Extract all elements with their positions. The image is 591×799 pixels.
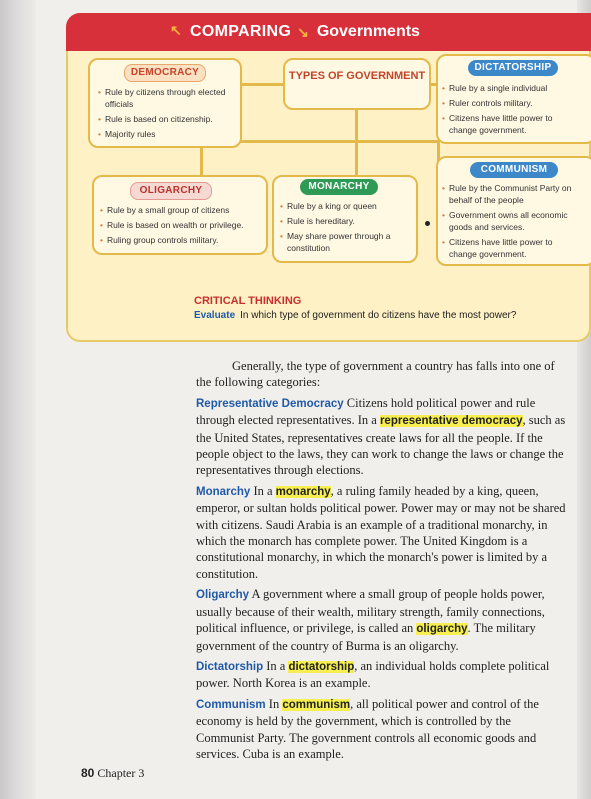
page-number: 80 [81,766,95,780]
highlight-monarchy: monarchy [275,485,331,498]
highlight-representative-democracy: representative democracy [379,415,523,428]
paragraph-text: , a ruling family headed by a king, queen, emperor, or sultan holds political power. Power may or may not be shared with citizens. Saudi Arabia is an example of a traditional monarchy, in which the monarch has complete power. The United Kingdom is a constitutional monarchy, in which the monarch's power is limited by a constitution. [196,483,566,581]
panel-title-comparing: COMPARING [190,23,292,40]
paragraph-text: , all political power and control of the economy is held by the government, which is controlled by the Communist Party. The government controls all economic goods and services. Cuba is an example. [196,696,539,761]
dictatorship-label: DICTATORSHIP [468,60,558,76]
panel-title [190,22,420,42]
paragraph-text: , such as the United States, representatives create laws for all the people. If the people object to the laws, they can work to change the laws or change the representatives through elections. [196,413,566,478]
list-item: • Government owns all economic goods and services. [442,209,576,233]
paragraph-dictatorship [196,658,568,692]
list-item: • Ruling group controls military. [100,234,264,246]
list-item: • Majority rules [98,128,238,140]
panel-title-governments: Governments [316,23,420,40]
list-item: • Ruler controls military. [442,97,576,109]
highlight-oligarchy: oligarchy [416,623,468,636]
term-oligarchy: Oligarchy [196,589,250,602]
list-item: • Citizens have little power to change government. [442,112,576,136]
paragraph-text: In a [250,483,276,498]
paragraph-text: Citizens hold political power and rule through elected representatives. In a [196,395,536,428]
communism-label: COMMUNISM [470,162,558,178]
list-item: • Rule by the Communist Party on behalf of the people [442,182,576,206]
connector-line [240,83,284,86]
term-communism: Communism [196,698,266,711]
monarchy-label: MONARCHY [300,179,378,195]
book-spine [0,0,36,799]
term-representative-democracy: Representative Democracy [196,397,344,410]
intro-text: Generally, the type of government a country has falls into one of the following categories: [196,359,555,390]
term-dictatorship: Dictatorship [196,660,264,673]
monarchy-list [280,200,412,257]
curved-arrow-left-icon: ↖ [170,22,182,38]
list-item: • Rule by a small group of citizens [100,204,264,216]
list-item: • Rule is based on citizenship. [98,113,238,125]
oligarchy-label: OLIGARCHY [130,182,212,200]
highlight-communism: communism [282,698,351,711]
paragraph-representative-democracy [196,395,568,479]
intro-paragraph [196,358,568,391]
highlight-dictatorship: dictatorship [288,660,355,673]
paragraph-communism [196,696,568,763]
paragraph-text: , an individual holds complete political power. North Korea is an example. [196,658,550,691]
types-of-government-label: TYPES OF GOVERNMENT [288,70,426,82]
oligarchy-list [100,204,264,249]
democracy-label: DEMOCRACY [124,64,206,82]
list-item: • Rule is based on wealth or privilege. [100,219,264,231]
list-item: • Rule is hereditary. [280,215,412,227]
communism-list [442,182,576,263]
list-item: • May share power through a constitution [280,230,412,254]
paragraph-text: A government where a small group of people holds power, usually because of their wealth, military strength, family connections, political influence, or privilege, is called an [196,587,545,636]
list-item: • Rule by citizens through elected officials [98,86,238,110]
list-item: • Citizens have little power to change government. [442,236,576,260]
curved-arrow-right-icon: ↘ [297,23,309,40]
chapter-label: Chapter 3 [97,766,145,780]
critical-thinking-question [194,310,516,321]
paragraph-monarchy [196,483,568,582]
paragraph-oligarchy [196,586,568,654]
paragraph-text: In [265,696,283,711]
paragraph-text: . The military government of the country of Burma is an oligarchy. [196,621,536,653]
paragraph-text: In a [263,658,289,673]
types-of-government-box [283,58,431,110]
question-text: In which type of government do citizens have the most power? [240,310,517,321]
page-footer [81,766,144,781]
list-item: • Rule by a king or queen [280,200,412,212]
list-item: • Rule by a single individual [442,82,576,94]
connector-line [355,110,358,176]
critical-thinking-title: CRITICAL THINKING [194,295,302,307]
evaluate-label: Evaluate [194,310,236,321]
stray-mark [425,221,430,226]
body-text [196,358,568,766]
term-monarchy: Monarchy [196,485,251,498]
democracy-list [98,86,238,143]
dictatorship-list [442,82,576,139]
